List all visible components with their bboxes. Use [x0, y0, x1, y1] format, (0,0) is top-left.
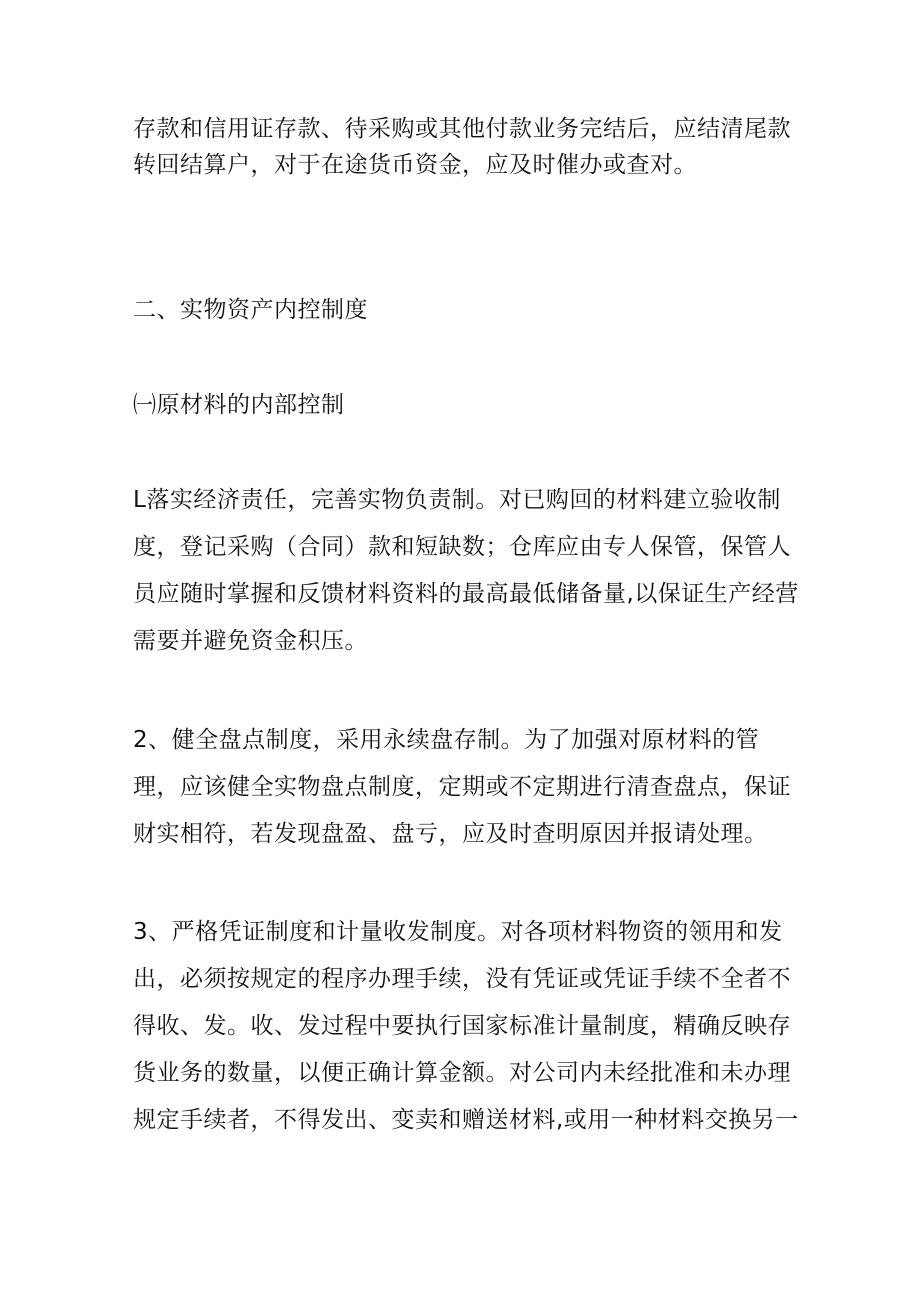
section-heading: 二、实物资产内控制度 — [133, 297, 368, 323]
subsection-heading: ㈠原材料的内部控制 — [133, 392, 345, 418]
list-item-line: 理，应该健全实物盘点制度，定期或不定期进行清查盘点，保证 — [133, 774, 791, 800]
list-item-line: 得收、发。收、发过程中要执行国家标准计量制度，精确反映存 — [133, 1013, 791, 1039]
list-item-line: 规定手续者，不得发出、变卖和赠送材料,或用一种材料交换另一 — [133, 1107, 799, 1133]
list-item-line: 需要并避免资金积压。 — [133, 628, 368, 654]
paragraph-line: 存款和信用证存款、待采购或其他付款业务完结后，应结清尾款 — [133, 116, 791, 142]
list-item-line: 员应随时掌握和反馈材料资料的最高最低储备量,以保证生产经营 — [133, 581, 799, 607]
list-item-line: 3、严格凭证制度和计量收发制度。对各项材料物资的领用和发 — [133, 919, 783, 945]
list-item-line: 货业务的数量，以便正确计算金额。对公司内未经批准和未办理 — [133, 1060, 791, 1086]
list-item-line: 财实相符，若发现盘盈、盘亏，应及时查明原因并报请处理。 — [133, 821, 768, 847]
list-item-line: L落实经济责任，完善实物负责制。对已购回的材料建立验收制 — [133, 487, 781, 513]
list-item-line: 度，登记采购（合同）款和短缺数；仓库应由专人保管，保管人 — [133, 534, 791, 560]
list-item-line: 出，必须按规定的程序办理手续，没有凭证或凭证手续不全者不 — [133, 966, 791, 992]
paragraph-line: 转回结算户，对于在途货币资金，应及时催办或查对。 — [133, 152, 697, 178]
list-item-line: 2、健全盘点制度，采用永续盘存制。为了加强对原材料的管 — [133, 727, 760, 753]
